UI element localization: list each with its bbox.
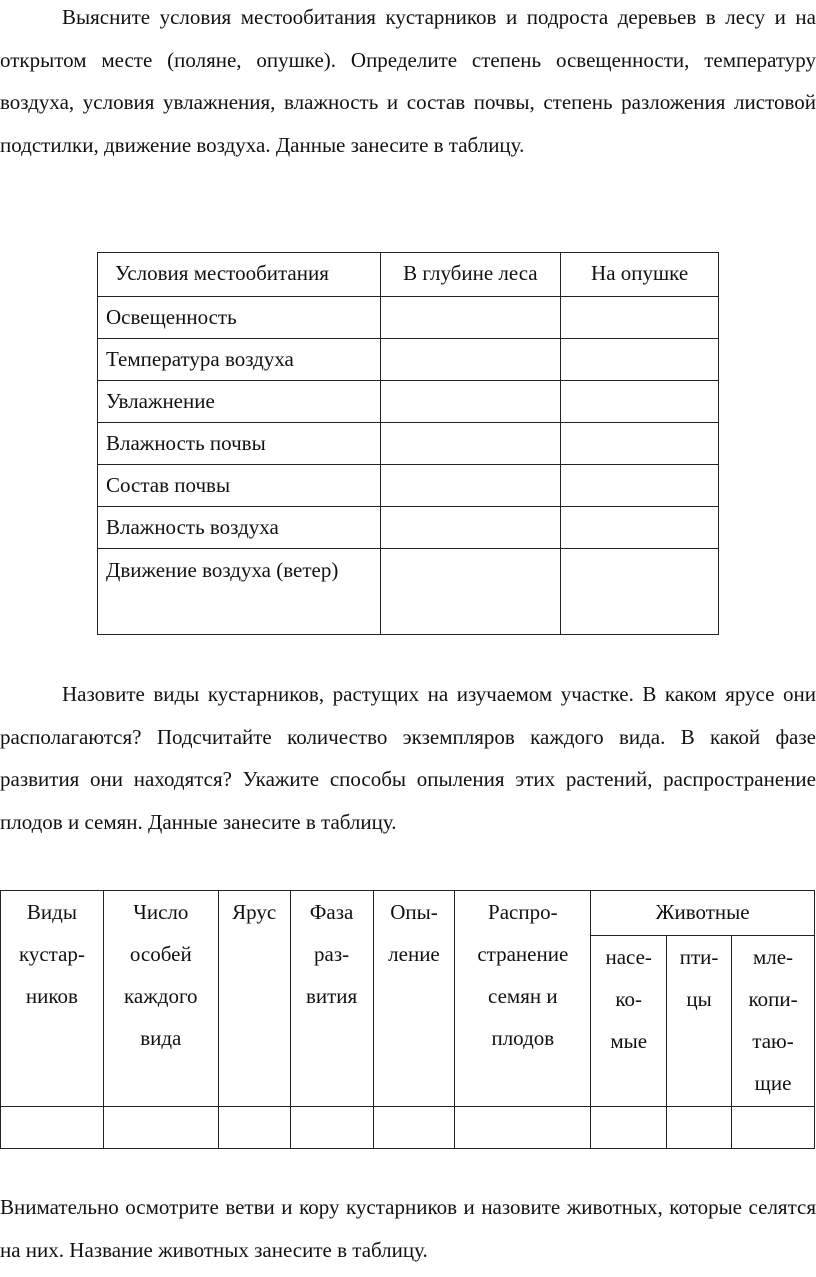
- instruction-paragraph-1: Выясните условия местообитания кустарников и подроста деревьев в лесу и на открытом месте (поляне, опушке). Определите степень освещенности, температуру воздуха, условия увлажнения, влажность и состав почвы, степень разложения листовой подстилки, движение воздуха. Данные занесите в таблицу.: [0, 5, 816, 157]
- empty-cell: [290, 1107, 373, 1149]
- header-tier: Ярус: [218, 891, 290, 1107]
- row-label: Увлажнение: [98, 381, 381, 423]
- header-birds: пти- цы: [667, 936, 732, 1107]
- table-row: [98, 507, 719, 549]
- empty-cell: [561, 297, 719, 339]
- table-row: [98, 339, 719, 381]
- empty-cell: [380, 507, 561, 549]
- empty-cell: [455, 1107, 591, 1149]
- row-label: Влажность почвы: [98, 423, 381, 465]
- empty-cell: [667, 1107, 732, 1149]
- table-row: [98, 465, 719, 507]
- row-label: Температура воздуха: [98, 339, 381, 381]
- empty-cell: [561, 423, 719, 465]
- table-row: [1, 1107, 815, 1149]
- empty-cell: [561, 339, 719, 381]
- header-phase: Фаза раз- вития: [290, 891, 373, 1107]
- empty-cell: [1, 1107, 104, 1149]
- empty-cell: [380, 339, 561, 381]
- header-animals: Животные: [591, 891, 815, 936]
- empty-cell: [561, 381, 719, 423]
- empty-cell: [380, 381, 561, 423]
- row-label: Движение воздуха (ветер): [98, 549, 381, 635]
- table-row: [98, 423, 719, 465]
- empty-cell: [103, 1107, 218, 1149]
- header-insects: насе- ко- мые: [591, 936, 667, 1107]
- header-dispersal: Распро- странение семян и плодов: [455, 891, 591, 1107]
- empty-cell: [561, 507, 719, 549]
- header-forest-edge: На опушке: [561, 253, 719, 297]
- empty-cell: [373, 1107, 455, 1149]
- table-header-row: [98, 253, 719, 297]
- instruction-paragraph-2: Назовите виды кустарников, растущих на изучаемом участке. В каком ярусе они располагаются? Подсчитайте количество экземпляров каждого вида. В какой фазе развития они находятся? Укажите способы опыления этих растений, распространение плодов и семян. Данные занесите в таблицу.: [0, 682, 816, 834]
- table-header-row: [1, 891, 815, 936]
- empty-cell: [380, 465, 561, 507]
- empty-cell: [732, 1107, 815, 1149]
- empty-cell: [591, 1107, 667, 1149]
- habitat-conditions-table: [97, 252, 719, 635]
- header-count: Число особей каждого вида: [103, 891, 218, 1107]
- empty-cell: [218, 1107, 290, 1149]
- header-forest-depth: В глубине леса: [380, 253, 561, 297]
- empty-cell: [380, 423, 561, 465]
- shrub-species-table: [0, 890, 815, 1149]
- header-species: Виды кустар- ников: [1, 891, 104, 1107]
- empty-cell: [561, 549, 719, 635]
- table-row: [98, 549, 719, 635]
- row-label: Влажность воздуха: [98, 507, 381, 549]
- header-mammals: мле- копи- таю- щие: [732, 936, 815, 1107]
- empty-cell: [380, 549, 561, 635]
- table-row: [98, 381, 719, 423]
- table-row: [98, 297, 719, 339]
- header-pollination: Опы- ление: [373, 891, 455, 1107]
- row-label: Освещенность: [98, 297, 381, 339]
- empty-cell: [380, 297, 561, 339]
- row-label: Состав почвы: [98, 465, 381, 507]
- empty-cell: [561, 465, 719, 507]
- instruction-paragraph-3: Внимательно осмотрите ветви и кору кустарников и назовите животных, которые селятся на них. Название животных занесите в таблицу.: [0, 1195, 816, 1262]
- header-conditions: Условия местообитания: [98, 253, 381, 297]
